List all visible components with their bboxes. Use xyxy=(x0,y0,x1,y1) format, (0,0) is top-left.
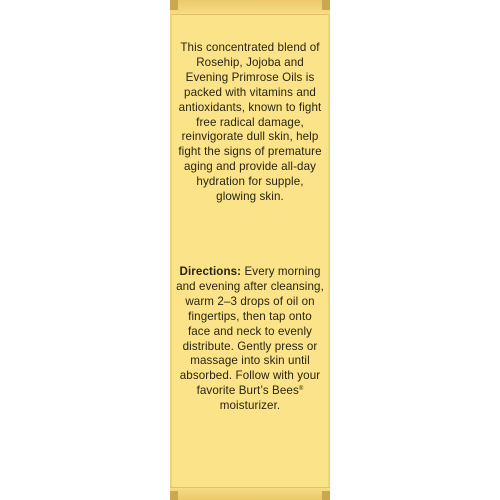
box-edge-right xyxy=(328,14,330,488)
registered-trademark-mark: ® xyxy=(298,386,304,393)
directions-end-text: moisturizer. xyxy=(219,399,281,413)
box-bottom-flap xyxy=(170,487,330,500)
directions-text: Every morning and evening after cleansing, warm 2–3 drops of oil on fingertips, then tap onto face and neck to evenly distribute. Gently press or massage into skin until absorbed. Follow with your favorite Burt’s Bees xyxy=(176,265,324,398)
box-top-tab-right xyxy=(322,0,330,10)
directions-heading: Directions: xyxy=(179,265,242,278)
box-top-flap xyxy=(170,0,330,15)
box-bottom-tab-right xyxy=(322,491,330,500)
product-description-text: This concentrated blend of Rosehip, Jojoba and Evening Primrose Oils is packed with vitamins and antioxidants, known to fight free radical damage, reinvigorate dull skin, help fight the signs of premature aging and provide all-day hydration for supple, glowing skin. xyxy=(178,41,322,204)
box-edge-left xyxy=(170,14,172,488)
directions-block xyxy=(176,265,324,414)
product-box-side-panel xyxy=(170,0,330,500)
box-bottom-tab-left xyxy=(170,491,178,500)
box-top-tab-left xyxy=(170,0,178,10)
